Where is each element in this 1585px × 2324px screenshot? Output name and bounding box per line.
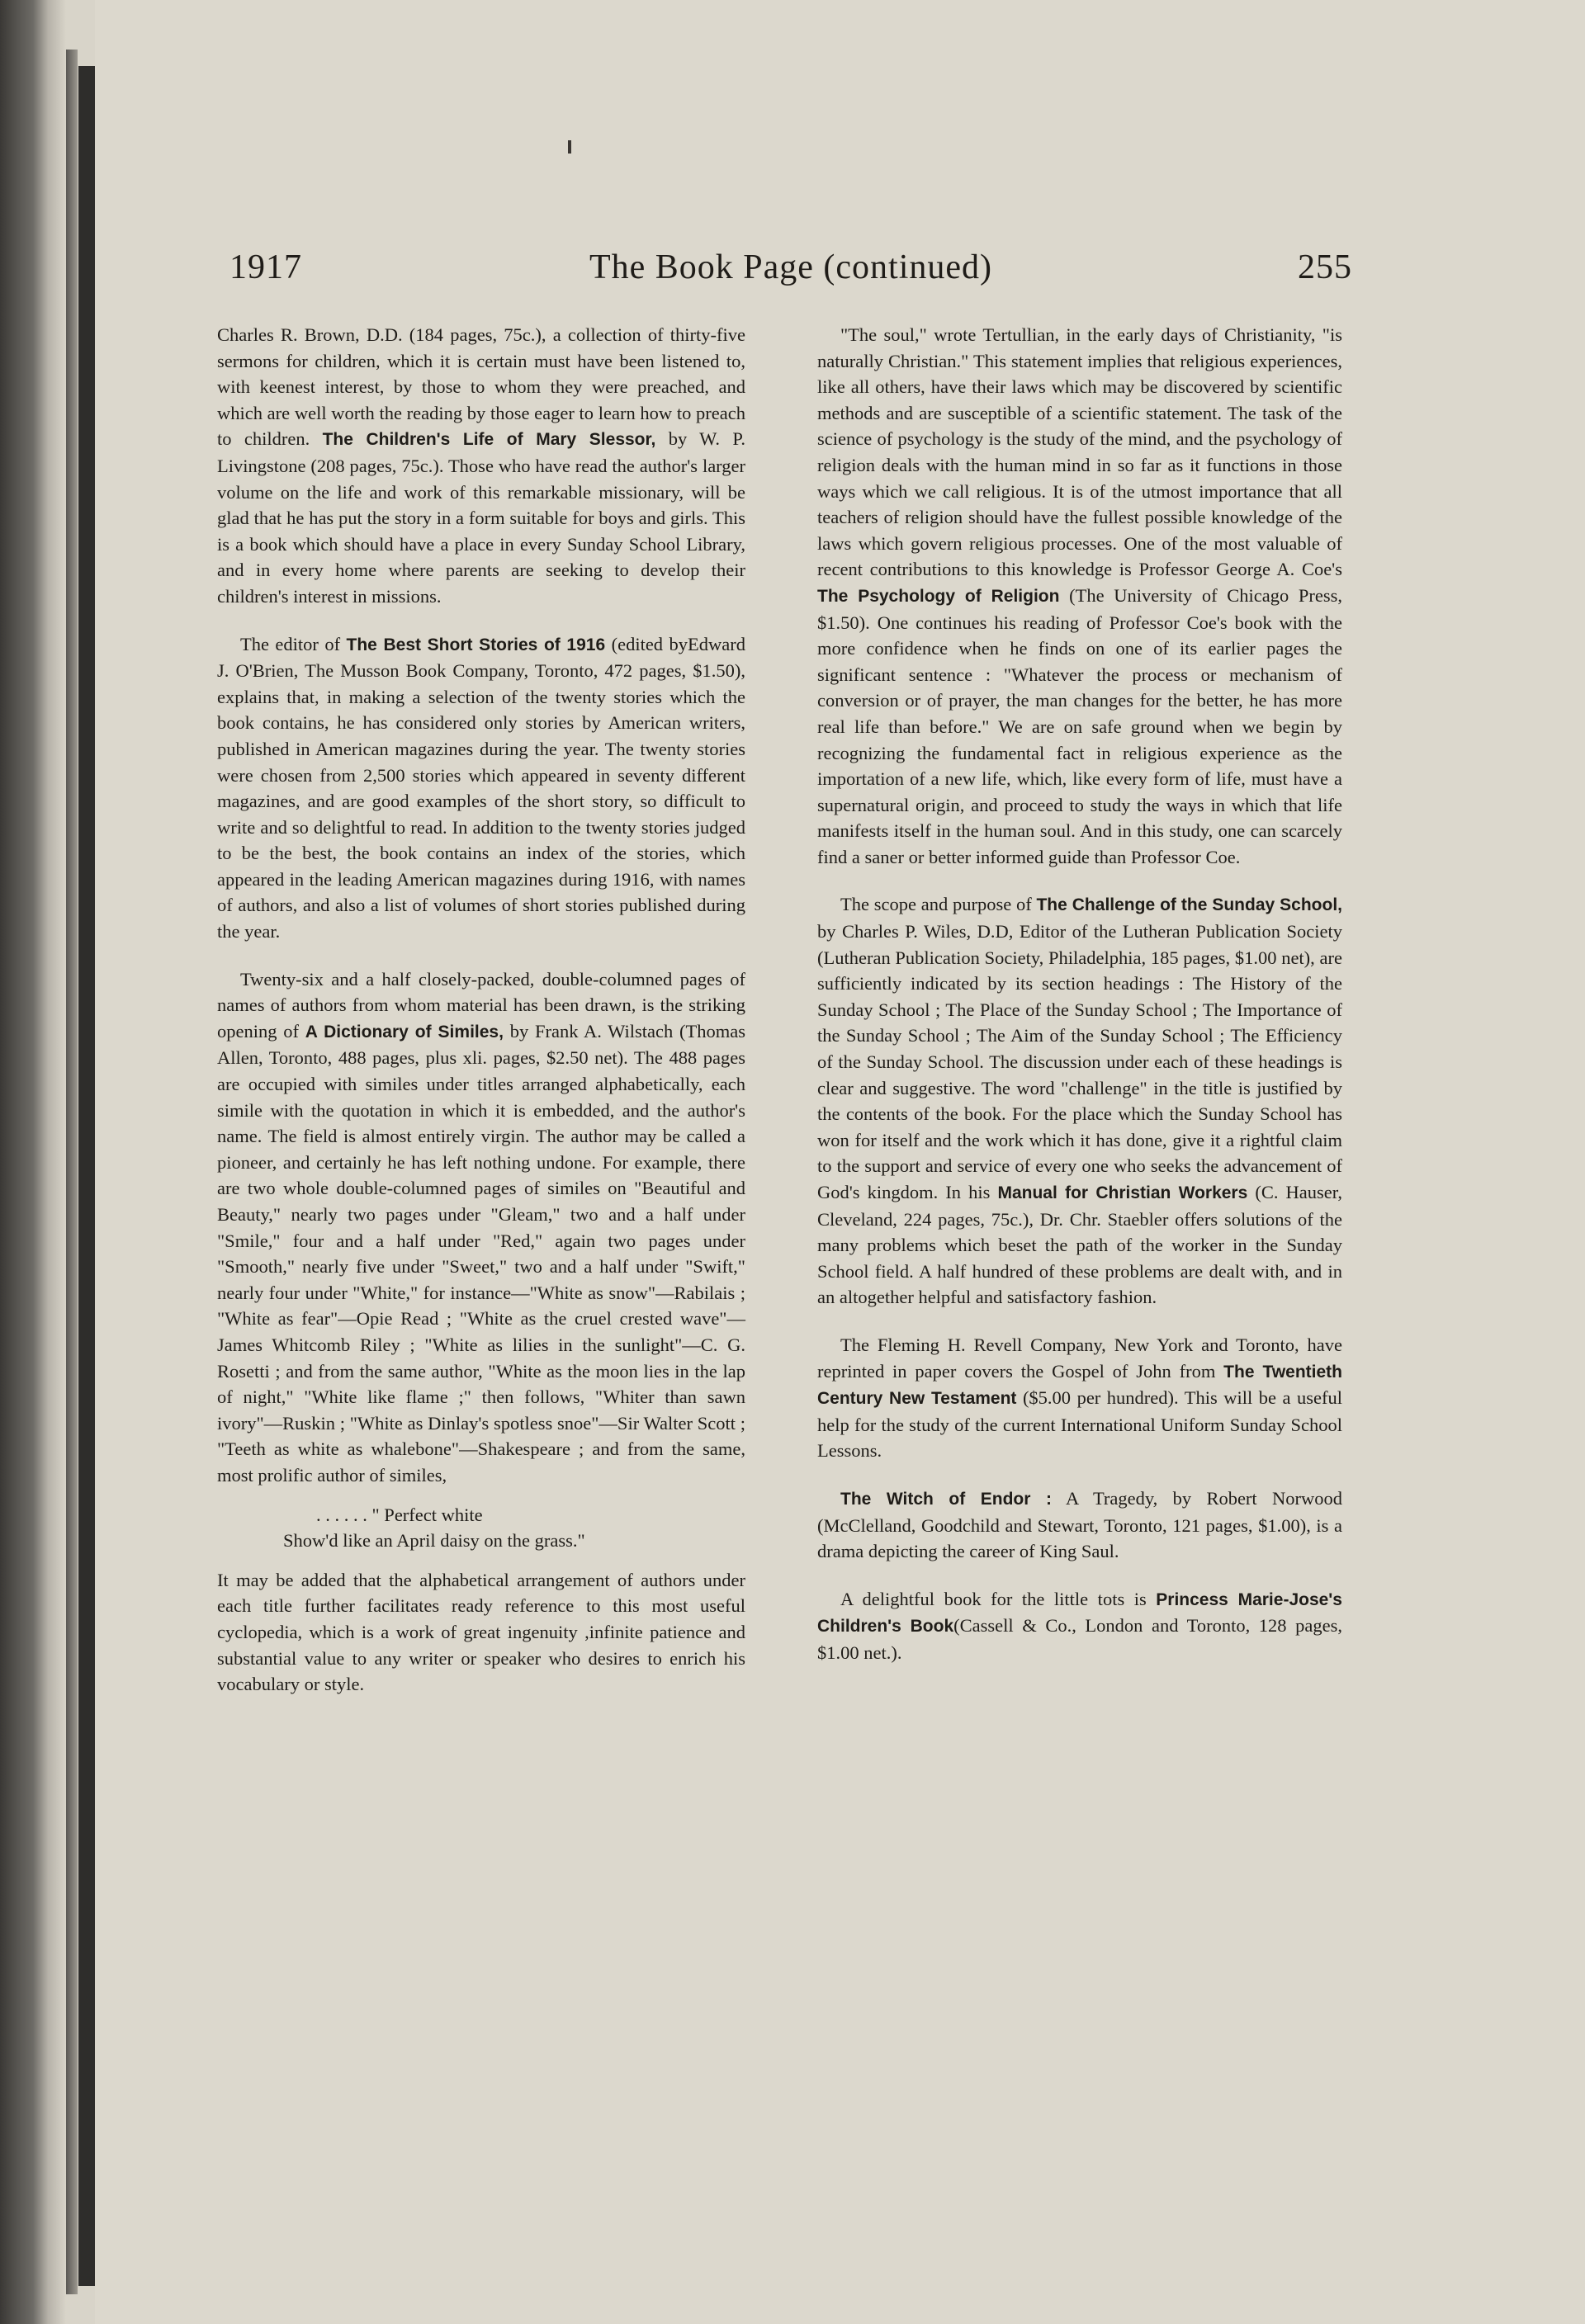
paragraph-text: by W. P. Livingstone (208 pages, 75c.). Those who have read the author's larger volume on the life and work of this remarkable missionary, will be glad that he has put the story in a form suitable for boys and girls. This is a book which should have a place in every Sunday School Library, and in every home where parents are seeking to develop their children's interest in missions. [217,428,745,607]
page-header [229,248,1352,305]
paragraph-text: The Fleming H. Revell Company, New York and Toronto, have reprinted in paper covers the Gospel of John from [817,1334,1342,1382]
paragraph-text: A Tragedy, by Robert Norwood (McClelland, Goodchild and Stewart, Toronto, 121 pages, $1.00), is a drama depicting the career of King Saul. [817,1487,1342,1562]
ink-mark [568,140,571,154]
header-year: 1917 [229,248,302,286]
paragraph-psychology-of-religion [817,322,1342,870]
quoted-verse [217,1502,745,1554]
book-title-princess-marie-jose: Princess Marie-Jose's Children's Book [817,1589,1342,1637]
paragraph-text: Charles R. Brown, D.D. (184 pages, 75c.), a collection of thirty-five sermons for children, which it is certain must have been listened to, with keenest interest, by those to whom they were preached, and which are well worth the reading by those eager to learn how to preach to children. [217,324,745,450]
paragraph-text: (The University of Chicago Press, $1.50). One continues his reading of Professor Coe's book with the more confidence when he finds on one of its earlier pages the significant sentence : "Whatever the process or mechanism of conversion or of prayer, the man changes for the better, he has more real life than before." We are on safe ground when we begin by recognizing the fundamental fact in religious experience as the importation of a new life, which, like every form of life, must have a supernatural origin, and proceed to study the ways in which that life manifests itself in the human soul. And in this study, one can scarcely find a saner or better informed guide than Professor Coe. [817,584,1342,867]
paragraph-best-short-stories [217,631,745,945]
paragraph-dictionary-of-similes [217,966,745,1489]
left-column [217,322,745,1719]
paragraph-text: The editor of [240,633,347,654]
book-title-psychology-of-religion: The Psychology of Religion [817,586,1060,606]
paragraph-text: (edited byEdward J. O'Brien, The Musson Book Company, Toronto, 472 pages, $1.50), explains that, in making a selection of the twenty stories which the book contains, he has considered only stories by American writers, published in American magazines during the year. The twenty stories were chosen from 2,500 stories which appeared in seventy different magazines, and are good examples of the short story, so difficult to write and so delightful to read. In addition to the twenty stories judged to be the best, the book contains an index of the stories, which appeared in the leading American magazines during 1916, with names of authors, and also a list of volumes of short stories published during the year. [217,633,745,942]
paragraph-princess-marie-jose [817,1586,1342,1666]
paragraph-brown-slessor [217,322,745,610]
right-column [817,322,1342,1688]
header-title: The Book Page (continued) [589,248,993,286]
paragraph-text: "The soul," wrote Tertullian, in the early days of Christianity, "is naturally Christian." This statement implies that religious experiences, like all others, have their laws which may be discovered by scientific methods and are susceptible of a scientific statement. The task of the science of psychology is the study of the mind, and the psychology of religion deals with the human mind in so far as it functions in those ways which we call religious. It is of the utmost importance that all teachers of religion should have the fullest possible knowledge of the laws which govern religious processes. One of the most valuable of recent contributions to this knowledge is Professor George A. Coe's [817,324,1342,580]
verse-line: Show'd like an April daisy on the grass." [283,1530,585,1552]
paragraph-text: The scope and purpose of [840,894,1037,915]
verse-line: . . . . . . " Perfect white [316,1504,483,1525]
book-title-dictionary-of-similes: A Dictionary of Similes, [305,1022,504,1042]
paragraph-text: (Cassell & Co., London and Toronto, 128 pages, $1.00 net.). [817,1615,1343,1663]
book-title-twentieth-century-nt: The Twentieth Century New Testament [817,1362,1342,1409]
paragraph-challenge-sunday-school [817,891,1342,1311]
book-binding-edge [78,66,95,2286]
paragraph-text: ($5.00 per hundred). This will be a useful help for the study of the current International Uniform Sunday School Lessons. [817,1387,1342,1462]
paragraph-dictionary-conclusion: It may be added that the alphabetical arrangement of authors under each title further facilitates ready reference to this most useful cyclopedia, which is a work of great ingenuity ,infinite patience and substantial value to any writer or speaker who desires to enrich his vocabulary or style. [217,1569,745,1695]
book-title-challenge-sunday-school: The Challenge of the Sunday School, [1036,895,1342,915]
paragraph-twentieth-century-nt [817,1332,1342,1464]
paragraph-text: by Frank A. Wilstach (Thomas Allen, Toronto, 488 pages, plus xli. pages, $2.50 net). The 488 pages are occupied with similes under titles arranged alphabetically, each simile with the quotation in which it is embedded, and the author's name. The field is almost entirely virgin. The author may be called a pioneer, and certainly he has left nothing undone. For example, there are two whole double-columned pages of similes on "Beautiful and Beauty," nearly two pages under "Gleam," two and a half under "Smile," four and a half under "Red," again two pages under "Smooth," nearly five under "Sweet," two and a half under "Swift," nearly four under "White," for instance—"White as snow"—Rabilais ; "White as fear"—Opie Read ; "White as the cruel crested wave"—James Whitcomb Riley ; "White as lilies in the sunlight"—C. G. Rosetti ; and from the same author, "White as the moon lies in the lap of night," "White like flame ;" then follows, "Whiter than sawn ivory"—Ruskin ; "White as Dinlay's spotless snoe"—Sir Walter Scott ; "Teeth as white as whalebone"—Shakespeare ; and from the same, most prolific author of similes, [217,1020,745,1486]
paragraph-text: (C. Hauser, Cleveland, 224 pages, 75c.), Dr. Chr. Staebler offers solutions of the many problems which beset the path of the worker in the Sunday School field. A half hundred of these problems are dealt with, and in an altogether helpful and satisfactory fashion. [817,1182,1342,1308]
header-page-number: 255 [1298,248,1352,286]
paragraph-witch-of-endor [817,1486,1342,1565]
book-title-mary-slessor: The Children's Life of Mary Slessor, [322,430,656,450]
book-title-best-short-stories: The Best Short Stories of 1916 [346,635,606,654]
paragraph-text: Twenty-six and a half closely-packed, double-columned pages of names of authors from whom material has been drawn, is the striking opening of [217,968,745,1042]
book-title-witch-of-endor: The Witch of Endor : [840,1489,1052,1509]
book-gutter-shadow [66,50,78,2294]
paragraph-text: by Charles P. Wiles, D.D, Editor of the Lutheran Publication Society (Lutheran Publication Society, Philadelphia, 185 pages, $1.00 net), are sufficiently indicated by its section headings : The History of the Sunday School ; The Place of the Sunday School ; The Importance of the Sunday School ; The Aim of the Sunday School ; The Efficiency of the Sunday School. The discussion under each of these headings is clear and suggestive. The word "challenge" in the title is justified by the contents of the book. For the place which the Sunday School has won for itself and the work which it has done, give it a rightful claim to the support and service of every one who seeks the advancement of God's kingdom. In his [817,921,1342,1202]
book-title-manual-christian-workers: Manual for Christian Workers [997,1183,1248,1202]
paragraph-text: A delightful book for the little tots is [840,1588,1157,1609]
